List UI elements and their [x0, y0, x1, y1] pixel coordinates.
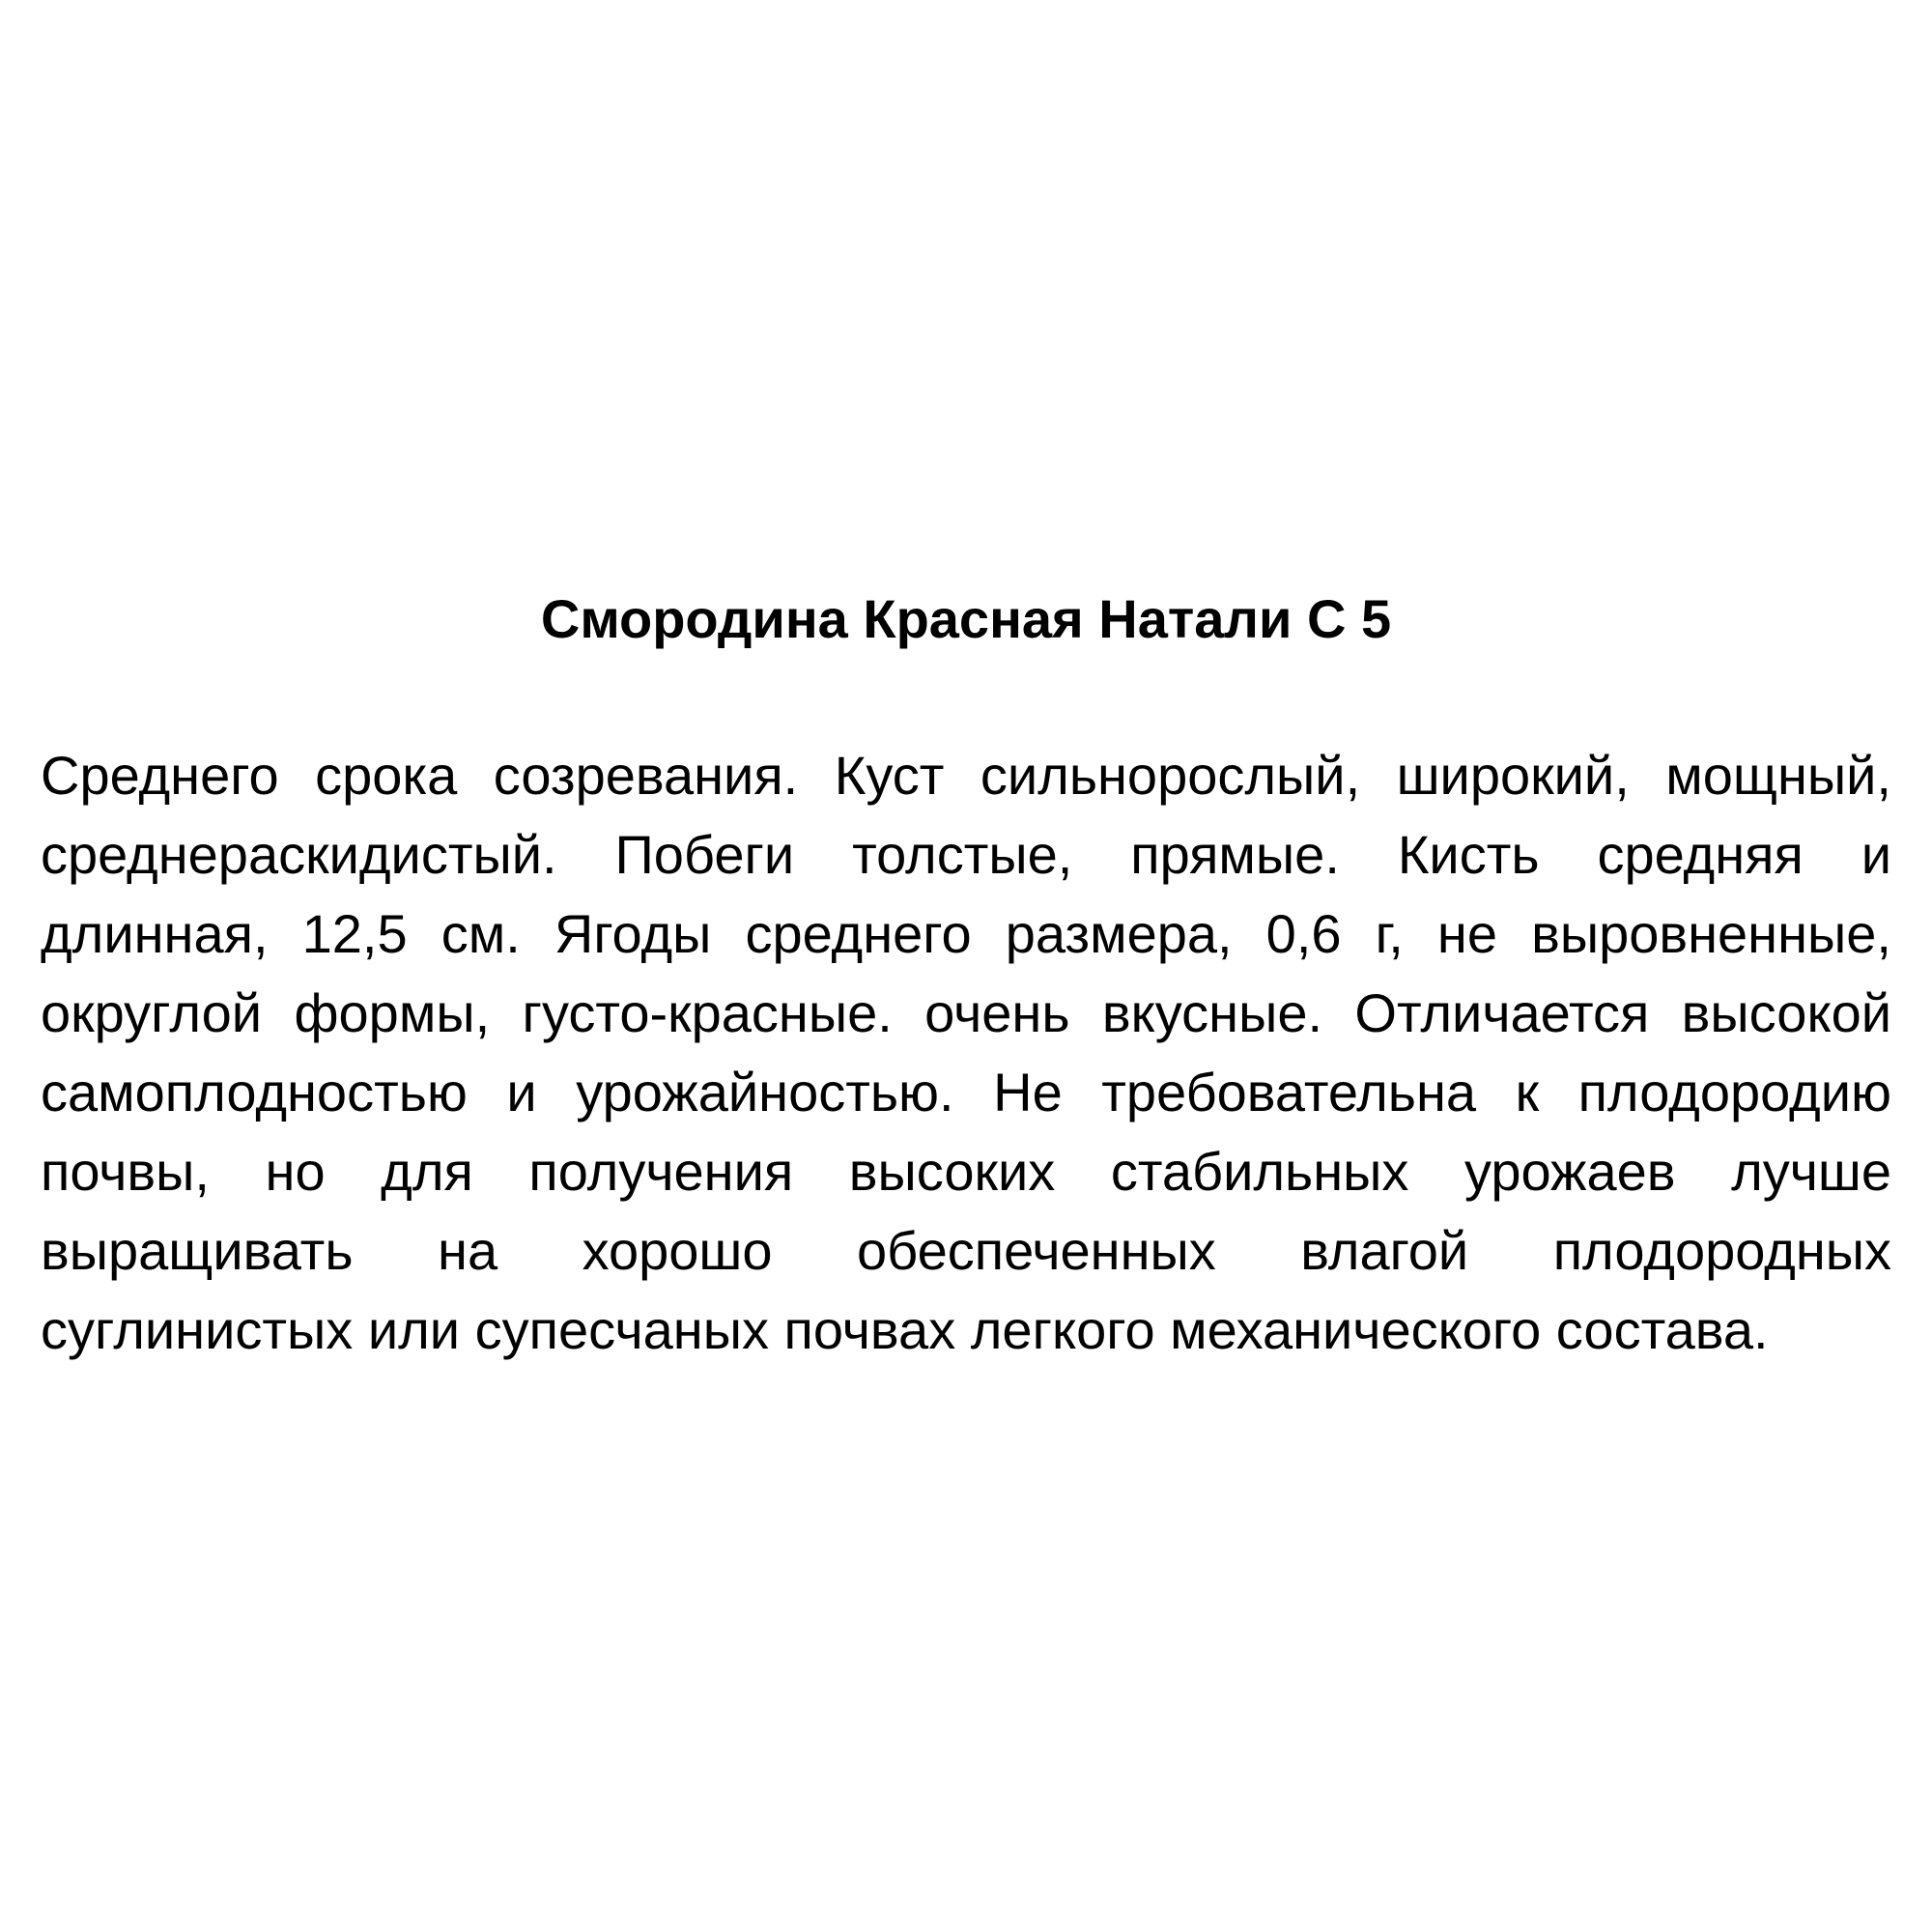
description-line: среднераскидистый. Побеги толстые, прямые. Кисть средняя и — [41, 824, 1891, 885]
description-line: почвы, но для получения высоких стабильных урожаев лучше — [41, 1141, 1891, 1202]
description-line: самоплодностью и урожайностью. Не требовательна к плодородию — [41, 1062, 1891, 1122]
product-title: Смородина Красная Натали С 5 — [540, 588, 1392, 649]
description-line: выращивать на хорошо обеспеченных влагой плодородных — [41, 1220, 1891, 1281]
description-line: длинная, 12,5 см. Ягоды среднего размера, 0,6 г, не выровненные, — [41, 903, 1891, 964]
product-description — [41, 736, 1891, 1370]
description-line: округлой формы, густо-красные. очень вкусные. Отличается высокой — [41, 982, 1891, 1043]
description-line: Среднего срока созревания. Куст сильнорослый, широкий, мощный, — [41, 745, 1891, 806]
description-line: суглинистых или супесчаных почвах легкого механического состава. — [41, 1299, 1769, 1360]
